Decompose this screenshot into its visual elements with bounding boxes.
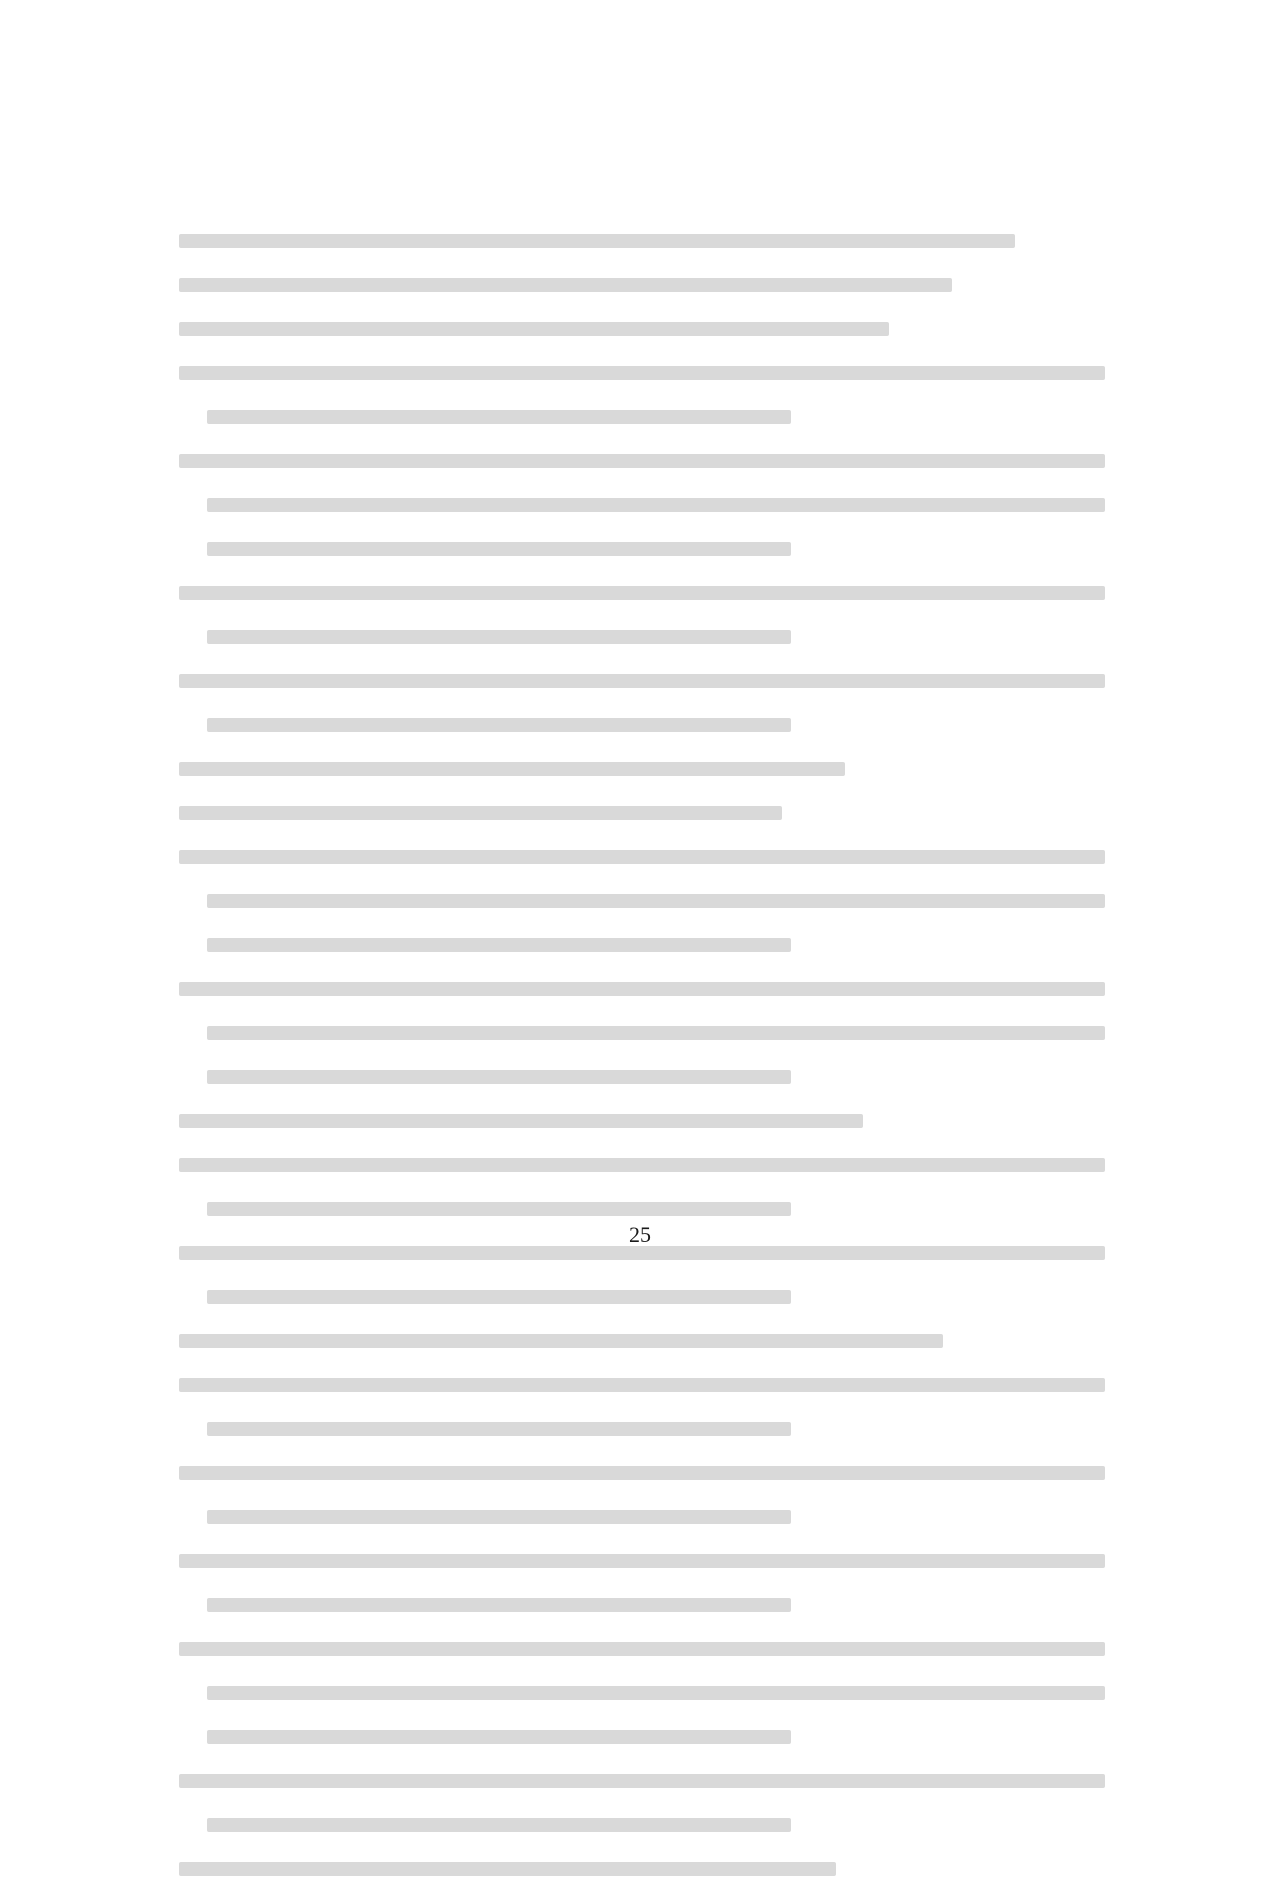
redaction-bar xyxy=(179,674,1105,688)
text-line-redacted xyxy=(207,660,1105,704)
paragraph-redacted xyxy=(207,1848,1105,1892)
text-line-redacted xyxy=(207,748,1105,792)
text-line-redacted xyxy=(207,968,1105,1012)
redaction-bar xyxy=(179,1554,1105,1568)
redaction-bar xyxy=(179,322,889,336)
redaction-bar xyxy=(207,1290,791,1304)
redaction-bar xyxy=(179,586,1105,600)
paragraph-redacted xyxy=(207,220,1105,264)
text-line-redacted xyxy=(207,1760,1105,1804)
paragraph-redacted xyxy=(207,352,1105,440)
redaction-bar xyxy=(207,498,1105,512)
redaction-bar xyxy=(179,762,845,776)
text-line-redacted xyxy=(207,528,1105,572)
text-line-redacted xyxy=(207,792,1105,836)
redaction-bar xyxy=(179,1114,863,1128)
paragraph-redacted xyxy=(207,1144,1105,1232)
text-line-redacted xyxy=(207,836,1105,880)
text-line-redacted xyxy=(207,704,1105,748)
text-line-redacted xyxy=(207,1452,1105,1496)
text-line-redacted xyxy=(207,1628,1105,1672)
redaction-bar xyxy=(207,894,1105,908)
text-line-redacted xyxy=(207,1716,1105,1760)
text-line-redacted xyxy=(207,1320,1105,1364)
text-line-redacted xyxy=(207,352,1105,396)
redaction-bar xyxy=(179,1642,1105,1656)
paragraph-redacted xyxy=(207,660,1105,748)
paragraph-redacted xyxy=(207,1760,1105,1848)
text-line-redacted xyxy=(207,220,1105,264)
redaction-bar xyxy=(179,1246,1105,1260)
text-line-redacted xyxy=(207,880,1105,924)
text-line-redacted xyxy=(207,924,1105,968)
redaction-bar xyxy=(207,542,791,556)
redaction-bar xyxy=(207,630,791,644)
text-line-redacted xyxy=(207,440,1105,484)
redaction-bar xyxy=(207,1730,791,1744)
paragraph-redacted xyxy=(207,836,1105,968)
redaction-bar xyxy=(207,718,791,732)
redaction-bar xyxy=(207,1202,791,1216)
text-line-redacted xyxy=(207,1848,1105,1892)
redaction-bar xyxy=(179,850,1105,864)
redaction-bar xyxy=(179,234,1015,248)
text-line-redacted xyxy=(207,1056,1105,1100)
paragraph-redacted xyxy=(207,748,1105,792)
redaction-bar xyxy=(179,454,1105,468)
redaction-bar xyxy=(179,1378,1105,1392)
text-line-redacted xyxy=(207,484,1105,528)
redaction-bar xyxy=(179,366,1105,380)
text-line-redacted xyxy=(207,308,1105,352)
redaction-bar xyxy=(179,1158,1105,1172)
redaction-bar xyxy=(207,1070,791,1084)
redaction-bar xyxy=(207,1686,1105,1700)
paragraph-redacted xyxy=(207,1100,1105,1144)
redaction-bar xyxy=(207,1026,1105,1040)
paragraph-redacted xyxy=(207,968,1105,1100)
text-line-redacted xyxy=(207,1672,1105,1716)
redaction-bar xyxy=(207,410,791,424)
text-line-redacted xyxy=(207,396,1105,440)
text-line-redacted xyxy=(207,1144,1105,1188)
paragraph-redacted xyxy=(207,440,1105,572)
text-line-redacted xyxy=(207,1496,1105,1540)
redaction-bar xyxy=(207,1818,791,1832)
redaction-bar xyxy=(179,1334,943,1348)
paragraph-redacted xyxy=(207,308,1105,352)
redaction-bar xyxy=(207,1422,791,1436)
text-line-redacted xyxy=(207,1540,1105,1584)
redaction-bar xyxy=(179,1774,1105,1788)
page-body xyxy=(207,220,1105,1892)
text-line-redacted xyxy=(207,1100,1105,1144)
redaction-bar xyxy=(207,1598,791,1612)
page-number: 25 xyxy=(629,1222,651,1247)
redaction-bar xyxy=(207,1510,791,1524)
redaction-bar xyxy=(179,1862,836,1876)
text-line-redacted xyxy=(207,1276,1105,1320)
text-line-redacted xyxy=(207,616,1105,660)
text-line-redacted xyxy=(207,264,1105,308)
paragraph-redacted xyxy=(207,1320,1105,1364)
paragraph-redacted xyxy=(207,264,1105,308)
paragraph-redacted xyxy=(207,1452,1105,1540)
text-line-redacted xyxy=(207,572,1105,616)
paragraph-redacted xyxy=(207,572,1105,660)
redaction-bar xyxy=(179,278,952,292)
paragraph-redacted xyxy=(207,792,1105,836)
paragraph-redacted xyxy=(207,1364,1105,1452)
redaction-bar xyxy=(207,938,791,952)
redaction-bar xyxy=(179,982,1105,996)
paragraph-redacted xyxy=(207,1628,1105,1760)
paragraph-redacted xyxy=(207,1540,1105,1628)
text-line-redacted xyxy=(207,1408,1105,1452)
redaction-bar xyxy=(179,806,782,820)
text-line-redacted xyxy=(207,1584,1105,1628)
redaction-bar xyxy=(179,1466,1105,1480)
text-line-redacted xyxy=(207,1012,1105,1056)
text-line-redacted xyxy=(207,1364,1105,1408)
